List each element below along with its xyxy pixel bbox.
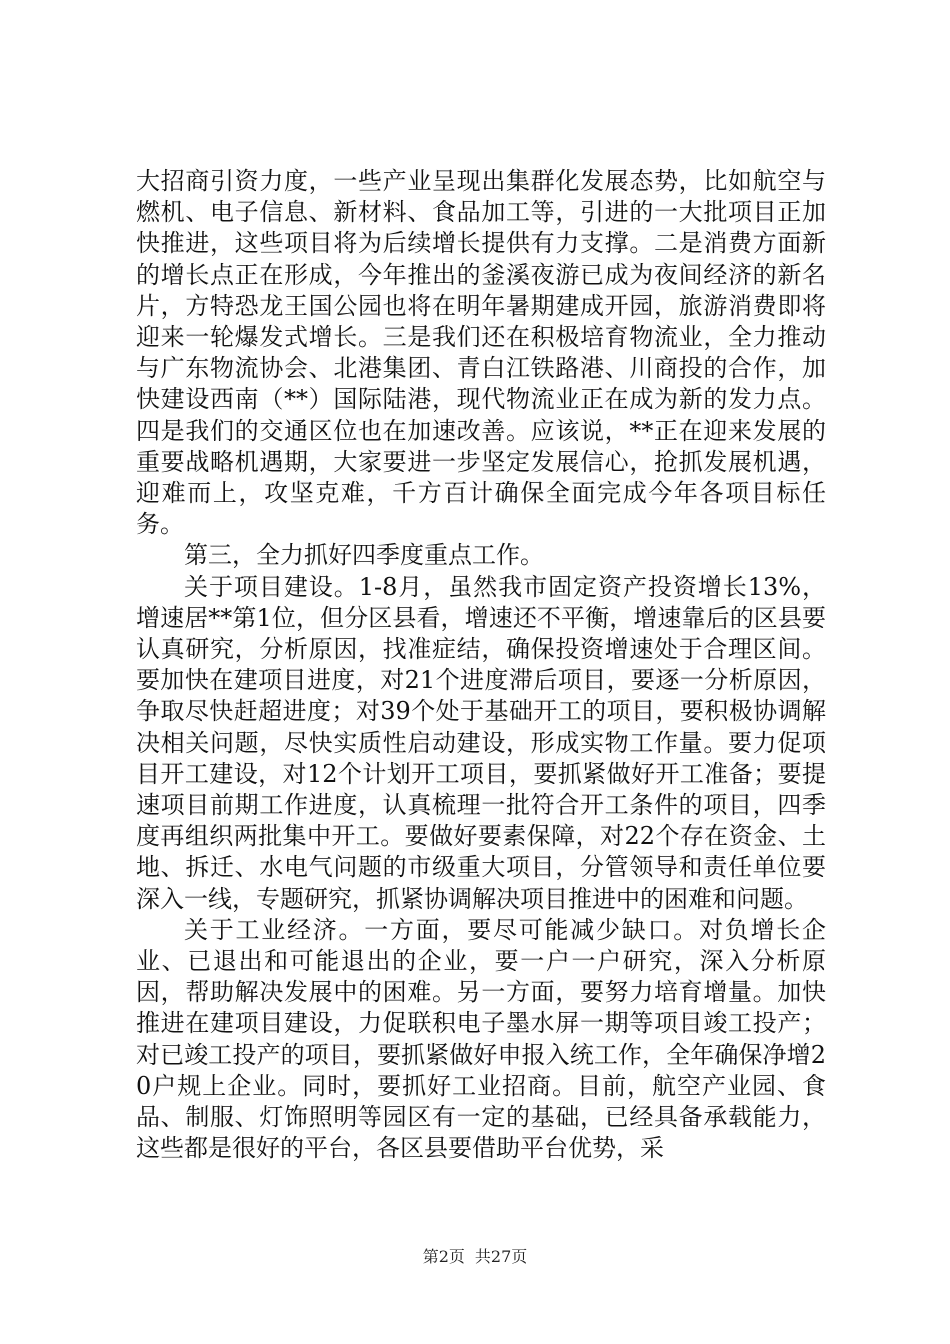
document-body	[136, 166, 826, 1165]
paragraph-3-project-construction: 关于项目建设。1-8月，虽然我市固定资产投资增长13%，增速居**第1位，但分区县看，增速还不平衡，增速靠后的区县要认真研究，分析原因，找准症结，确保投资增速处于合理区间。要加快在建项目进度，对21个进度滞后项目，要逐一分析原因，争取尽快赶超进度；对39个处于基础开工的项目，要积极协调解决相关问题，尽快实质性启动建设，形成实物工作量。要力促项目开工建设，对12个计划开工项目，要抓紧做好开工准备；要提速项目前期工作进度，认真梳理一批符合开工条件的项目，四季度再组织两批集中开工。要做好要素保障，对22个存在资金、土地、拆迁、水电气问题的市级重大项目，分管领导和责任单位要深入一线，专题研究，抓紧协调解决项目推进中的困难和问题。	[136, 572, 826, 913]
page-footer	[0, 1244, 950, 1267]
paragraph-2-heading: 第三，全力抓好四季度重点工作。	[184, 541, 544, 570]
paragraph-4-industrial-economy: 关于工业经济。一方面，要尽可能减少缺口。对负增长企业、已退出和可能退出的企业，要一户一户研究，深入分析原因，帮助解决发展中的困难。另一方面，要努力培育增量。加快推进在建项目建设，力促联积电子墨水屏一期等项目竣工投产；对已竣工投产的项目，要抓紧做好申报入统工作，全年确保净增20户规上企业。同时，要抓好工业招商。目前，航空产业园、食品、制服、灯饰照明等园区有一定的基础，已经具备承载能力，这些都是很好的平台，各区县要借助平台优势，采	[136, 915, 826, 1163]
paragraph-1: 大招商引资力度，一些产业呈现出集群化发展态势，比如航空与燃机、电子信息、新材料、食品加工等，引进的一大批项目正加快推进，这些项目将为后续增长提供有力支撑。二是消费方面新的增长点正在形成，今年推出的釜溪夜游已成为夜间经济的新名片，方特恐龙王国公园也将在明年暑期建成开园，旅游消费即将迎来一轮爆发式增长。三是我们还在积极培育物流业，全力推动与广东物流协会、北港集团、青白江铁路港、川商投的合作，加快建设西南（**）国际陆港，现代物流业正在成为新的发力点。四是我们的交通区位也在加速改善。应该说，**正在迎来发展的重要战略机遇期，大家要进一步坚定发展信心，抢抓发展机遇，迎难而上，攻坚克难，千方百计确保全面完成今年各项目标任务。	[136, 167, 826, 539]
page-number: 第2页	[422, 1247, 465, 1266]
page-total: 共27页	[474, 1247, 528, 1266]
